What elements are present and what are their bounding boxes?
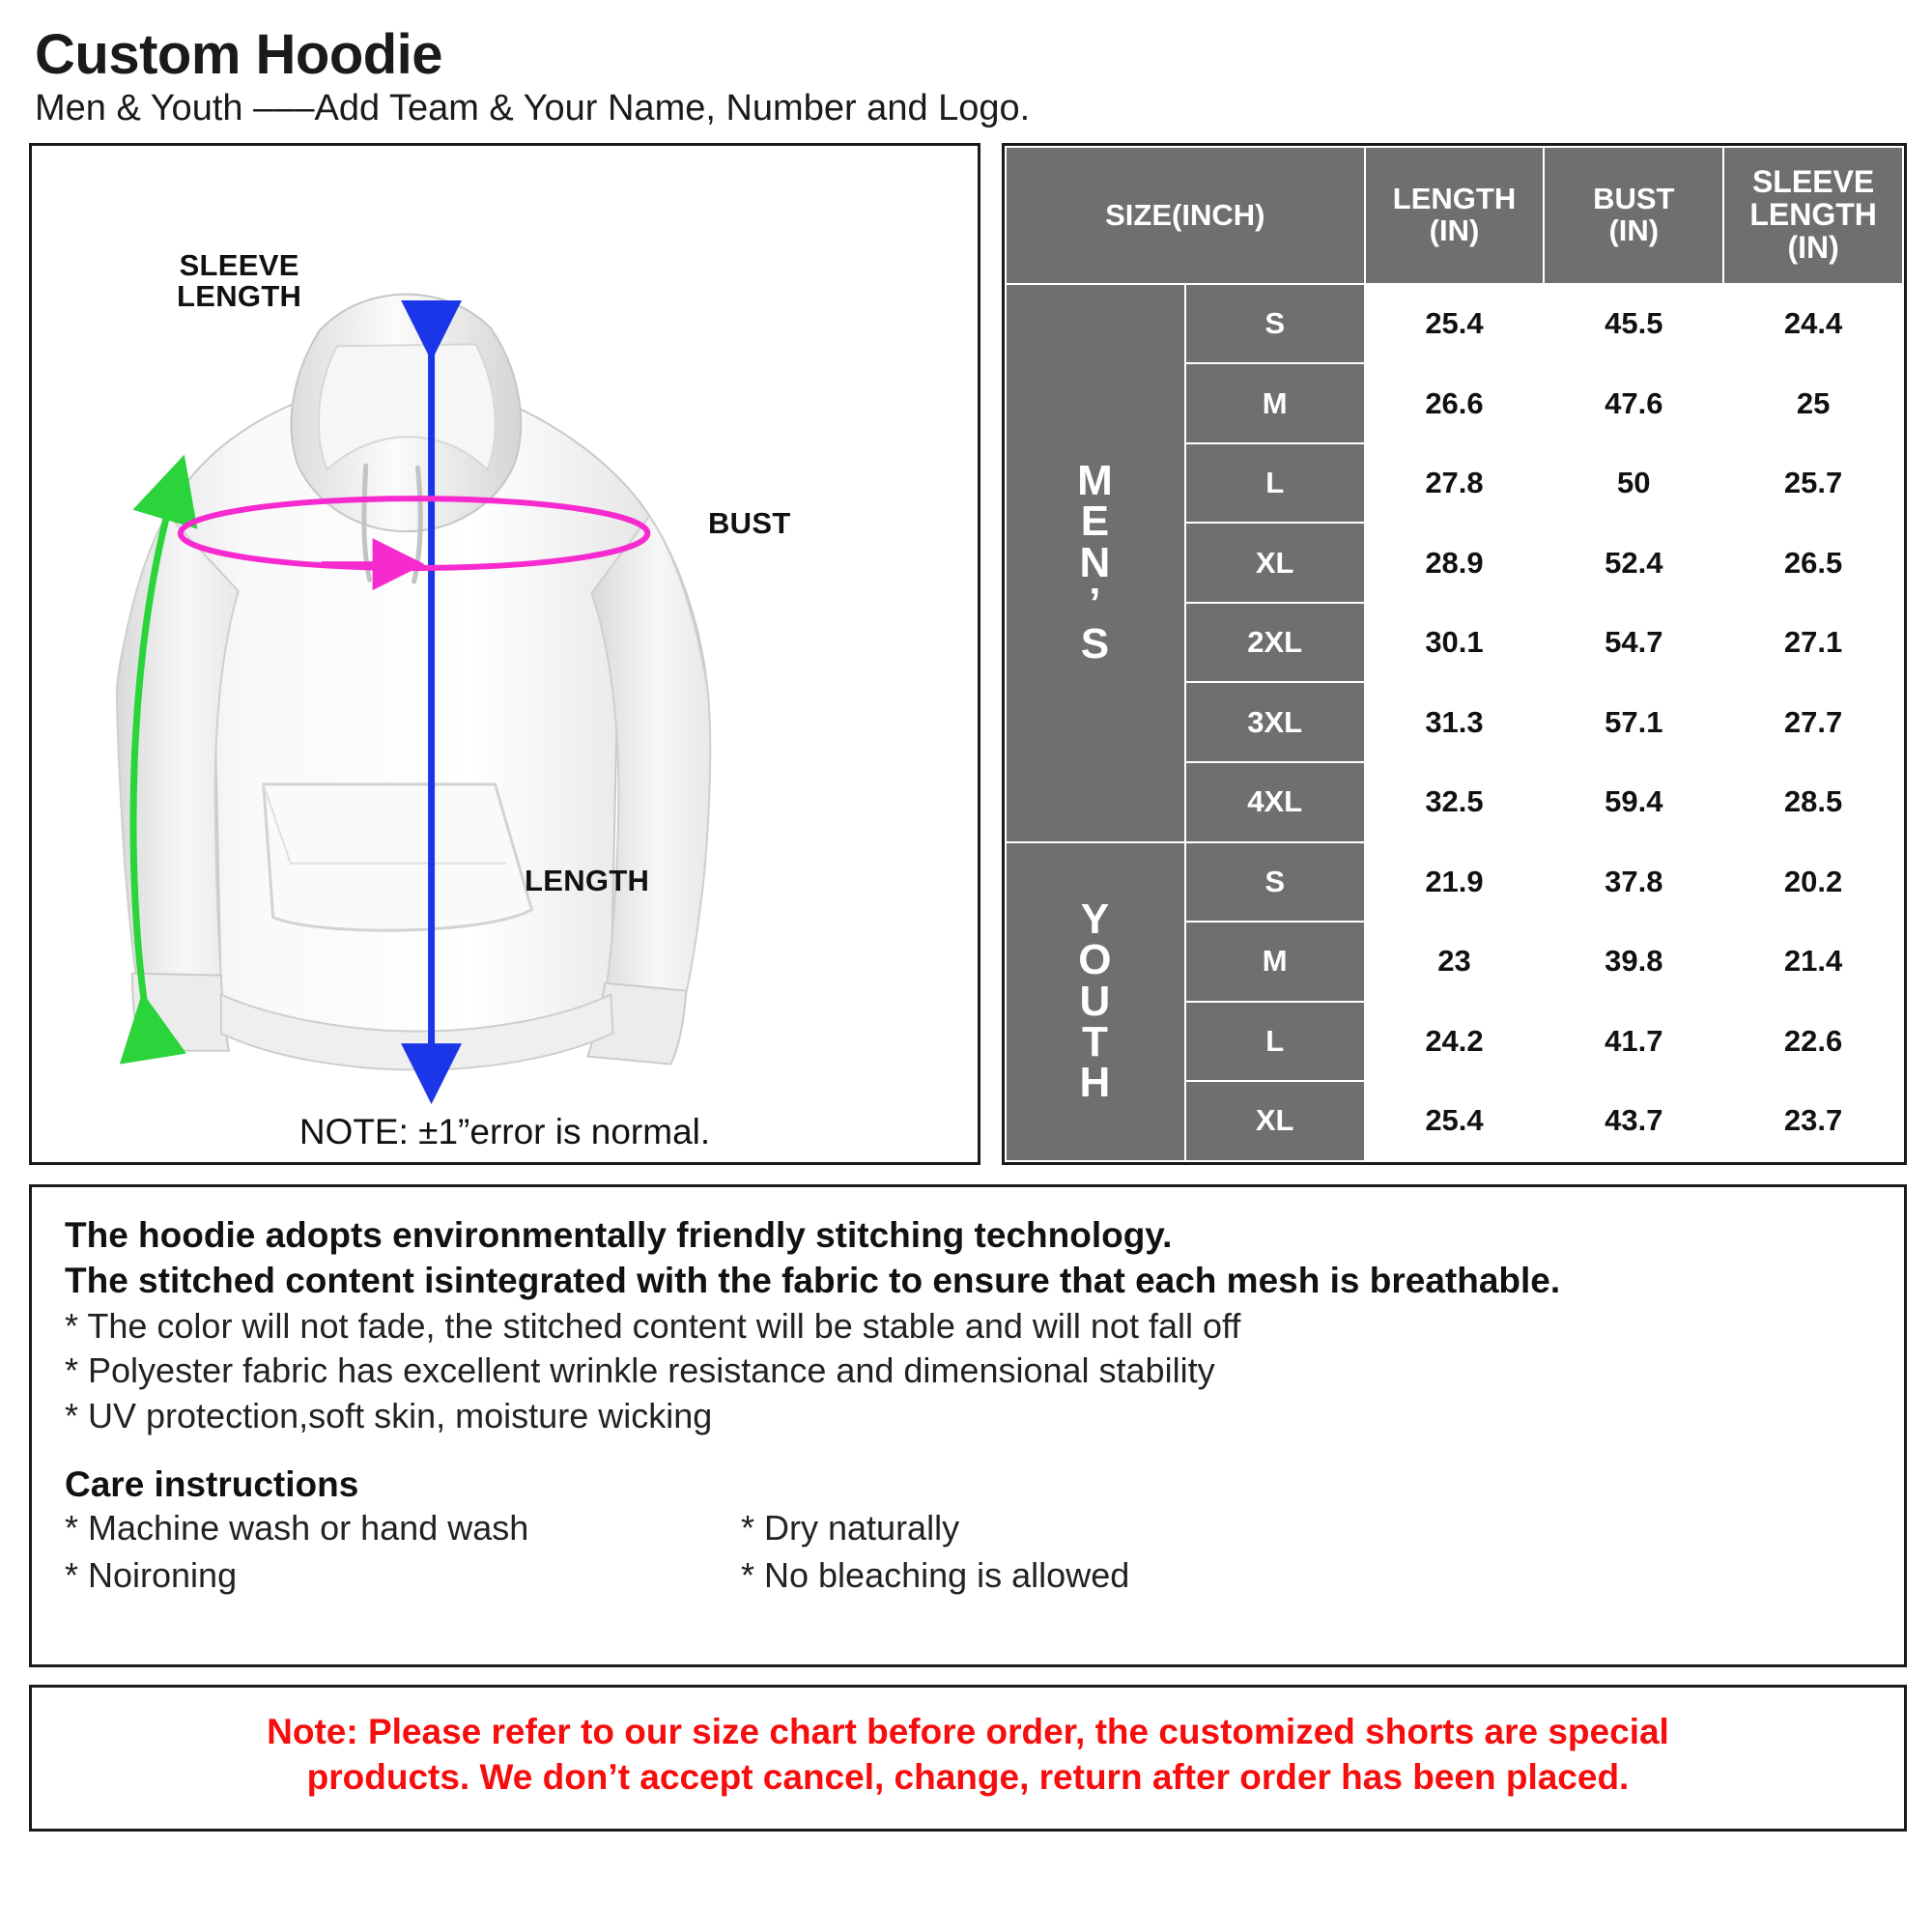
size-table	[1005, 146, 1904, 1162]
table-row	[1006, 284, 1903, 364]
care-item-no-bleaching: * No bleaching is allowed	[741, 1555, 1130, 1596]
cell-size: XL	[1185, 523, 1365, 603]
cell-sleeve: 21.4	[1723, 922, 1903, 1002]
cell-length: 26.6	[1365, 363, 1545, 443]
cell-sleeve: 20.2	[1723, 842, 1903, 923]
cell-bust: 54.7	[1544, 603, 1723, 683]
cell-length: 30.1	[1365, 603, 1545, 683]
sleeve-length-label-line1: SLEEVE	[179, 247, 299, 282]
hoodie-illustration	[32, 146, 978, 1162]
cell-size: 4XL	[1185, 762, 1365, 842]
header-sleeve-length	[1723, 147, 1903, 284]
header-bust-line2: (IN)	[1608, 213, 1660, 247]
policy-note-box	[29, 1685, 1907, 1832]
care-instructions-title: Care instructions	[65, 1463, 359, 1504]
bust-label: BUST	[708, 505, 791, 540]
group-label-youth	[1006, 842, 1185, 1161]
description-bullet-3: * UV protection,soft skin, moisture wicking	[65, 1396, 713, 1436]
header-bust	[1544, 147, 1723, 284]
cell-sleeve: 24.4	[1723, 284, 1903, 364]
cell-length: 28.9	[1365, 523, 1545, 603]
cell-length: 25.4	[1365, 284, 1545, 364]
cell-sleeve: 22.6	[1723, 1002, 1903, 1082]
table-row	[1006, 842, 1903, 923]
table-header-row	[1006, 147, 1903, 284]
header-bust-line1: BUST	[1593, 182, 1675, 216]
description-bullet-2: * Polyester fabric has excellent wrinkle resistance and dimensional stability	[65, 1350, 1215, 1391]
cell-bust: 37.8	[1544, 842, 1723, 923]
cell-size: S	[1185, 842, 1365, 923]
cell-size: M	[1185, 922, 1365, 1002]
policy-note	[61, 1709, 1875, 1801]
cell-bust: 39.8	[1544, 922, 1723, 1002]
description-box	[29, 1184, 1907, 1667]
header-length-line2: (IN)	[1429, 213, 1480, 247]
measurement-note: NOTE: ±1”error is normal.	[298, 1111, 711, 1151]
group-label-mens-text: M E N ’ S	[1077, 457, 1114, 668]
care-instructions-list	[65, 1505, 1871, 1599]
cell-size: M	[1185, 363, 1365, 443]
cell-sleeve: 27.1	[1723, 603, 1903, 683]
cell-length: 32.5	[1365, 762, 1545, 842]
sleeve-length-label	[177, 247, 302, 314]
description-strong-line1: The hoodie adopts environmentally friendly stitching technology.	[65, 1214, 1173, 1255]
cell-length: 21.9	[1365, 842, 1545, 923]
group-label-mens	[1006, 284, 1185, 842]
cell-size: XL	[1185, 1081, 1365, 1161]
group-label-youth-text: Y O U T H	[1078, 895, 1113, 1106]
header-sleeve-line1: SLEEVE	[1751, 164, 1875, 200]
page-subtitle: Men & Youth –––Add Team & Your Name, Number and Logo.	[35, 88, 1031, 128]
cell-bust: 57.1	[1544, 682, 1723, 762]
cell-length: 31.3	[1365, 682, 1545, 762]
size-table-box	[1002, 143, 1907, 1165]
cell-sleeve: 25.7	[1723, 443, 1903, 524]
header-length	[1365, 147, 1545, 284]
cell-bust: 52.4	[1544, 523, 1723, 603]
care-item-no-ironing: * Noironing	[65, 1555, 238, 1596]
cell-length: 23	[1365, 922, 1545, 1002]
cell-length: 25.4	[1365, 1081, 1545, 1161]
cell-size: 2XL	[1185, 603, 1365, 683]
cell-sleeve: 27.7	[1723, 682, 1903, 762]
cell-sleeve: 25	[1723, 363, 1903, 443]
sleeve-length-label-line2: LENGTH	[177, 279, 302, 314]
description-bullet-1: * The color will not fade, the stitched content will be stable and will not fall off	[65, 1305, 1241, 1346]
policy-note-line1: Note: Please refer to our size chart before order, the customized shorts are special	[267, 1711, 1669, 1751]
header-sleeve-line2: LENGTH	[1749, 197, 1877, 232]
cell-sleeve: 28.5	[1723, 762, 1903, 842]
cell-bust: 50	[1544, 443, 1723, 524]
cell-bust: 59.4	[1544, 762, 1723, 842]
policy-note-line2: products. We don’t accept cancel, change, return after order has been placed.	[306, 1757, 1630, 1798]
header-sleeve-line3: (IN)	[1787, 229, 1839, 265]
cell-sleeve: 26.5	[1723, 523, 1903, 603]
cell-bust: 45.5	[1544, 284, 1723, 364]
cell-size: L	[1185, 1002, 1365, 1082]
header-length-line1: LENGTH	[1392, 182, 1517, 216]
cell-bust: 41.7	[1544, 1002, 1723, 1082]
cell-size: 3XL	[1185, 682, 1365, 762]
cell-length: 27.8	[1365, 443, 1545, 524]
hoodie-svg	[32, 146, 978, 1162]
cell-sleeve: 23.7	[1723, 1081, 1903, 1161]
care-item-machine-wash: * Machine wash or hand wash	[65, 1507, 529, 1548]
top-section	[29, 143, 1907, 1165]
care-item-dry-naturally: * Dry naturally	[741, 1507, 960, 1548]
cell-size: S	[1185, 284, 1365, 364]
page-title: Custom Hoodie	[35, 23, 443, 86]
cell-length: 24.2	[1365, 1002, 1545, 1082]
header-size: SIZE(INCH)	[1006, 147, 1365, 284]
length-label: LENGTH	[525, 863, 650, 897]
hoodie-diagram-box	[29, 143, 980, 1165]
description-strong-line2: The stitched content isintegrated with the fabric to ensure that each mesh is breathable.	[65, 1261, 1561, 1301]
cell-bust: 43.7	[1544, 1081, 1723, 1161]
cell-size: L	[1185, 443, 1365, 524]
cell-bust: 47.6	[1544, 363, 1723, 443]
